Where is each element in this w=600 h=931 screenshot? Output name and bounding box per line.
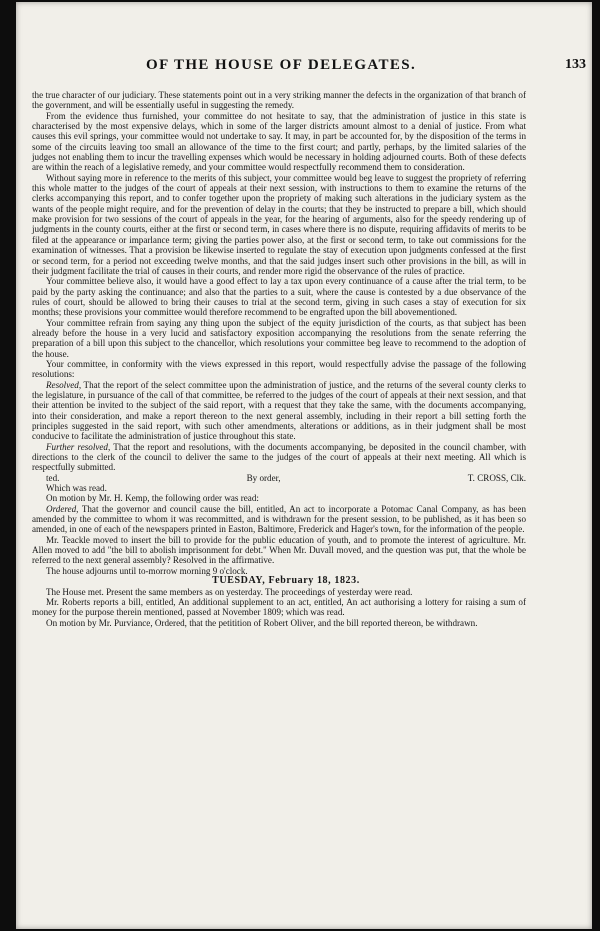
further-resolved-lead: Further resolved, bbox=[46, 441, 111, 452]
paragraph: The house adjourns until to-morrow morning 9 o'clock. bbox=[46, 565, 248, 576]
page-body bbox=[32, 90, 526, 628]
scan-border-left bbox=[0, 0, 16, 931]
signature-by-order: By order, bbox=[246, 472, 281, 483]
signature-line bbox=[32, 473, 526, 483]
resolution-text: That the report of the select committee upon the administration of justice, and the returns of the several county clerks to the legislature, in pursuance of the call of that committee, be referred to the judges of the court of appeals at their next session, and that their attention be invited to the subject of the said report, with a request that they take the same, with the documents accompanying, into their consideration, and make a report thereon to the next general assembly, including in their report a bill setting forth the principles suggested in the said report, with such other amendments, alterations or additions, as in their judgment shall be most conducive to facilitate the administration of justice throughout this state. bbox=[32, 379, 526, 442]
paragraph: Your committee believe also, it would have a good effect to lay a tax upon every continuance of a cause after the trial term, to be paid by the party asking the continuance; and also that the parties to a suit, where the cause is contested by a due observance of the rules of court, should be allowed to bring their causes to trial at the second term, giving in such cases a stay of execution for six months; these provisions your committee would therefore recommend to be engrafted upon the bill abovementioned. bbox=[32, 276, 526, 318]
order-text: That the governor and council cause the bill, entitled, An act to incorporate a Potomac Canal Company, as has been amended by the committee to whom it was recommitted, and is withdrawn for the present session, to be published, as it has been so amended, in one of each of the newspapers printed in Easton, Baltimore, Frederick and Hager's town, for the information of the people. bbox=[32, 503, 526, 535]
paragraph: From the evidence thus furnished, your committee do not hesitate to say, that the administration of justice in this state is characterised by the most expensive delays, which in some of the larger districts amount almost to a denial of justice. From what causes this evil springs, your committee would not undertake to say. It may, in part be accounted for, by the disposition of the terms in some of the circuits leaving too small an allowance of the time to the first court; and partly, perhaps, by the limited salaries of the judges not enabling them to incur the travelling expenses which would be necessary in holding adjourned courts. Both of these defects are within the reach of a legislative remedy, and your committee would respectfully recommend them to consideration. bbox=[32, 110, 526, 173]
order-paragraph bbox=[32, 504, 526, 535]
paragraph: Your committee, in conformity with the views expressed in this report, would respectfully advise the passage of the following resolutions: bbox=[32, 358, 526, 380]
date-heading: TUESDAY, February 18, 1823. bbox=[212, 575, 360, 587]
ordered-lead: Ordered, bbox=[46, 503, 79, 514]
page-number: 133 bbox=[565, 57, 586, 72]
paragraph: Your committee refrain from saying any thing upon the subject of the equity jurisdiction of the courts, as that subject has been already before the house in a very lucid and satisfactory exposition accompanying the resolutions from the senate referring the preparation of a bill upon this subject to the chancellor, which resolutions your committee beg leave to recommend to the adoption of the house. bbox=[32, 317, 526, 359]
resolved-lead: Resolved, bbox=[46, 379, 82, 390]
paragraph: Mr. Teackle moved to insert the bill to provide for the public education of youth, and to promote the interest of agriculture. Mr. Allen moved to add "the bill to abolish imprisonment for debt." When Mr. Duvall moved, and the question was put, that the whole be referred to the next general assembly? Resolved in the affirmative. bbox=[32, 534, 526, 566]
paragraph: On motion by Mr. Purviance, Ordered, that the petitition of Robert Oliver, and the bill reported thereon, be withdrawn. bbox=[46, 617, 478, 628]
resolution-paragraph bbox=[32, 380, 526, 442]
paragraph: Mr. Roberts reports a bill, entitled, An additional supplement to an act, entitled, An act authorising a lottery for raising a sum of money for the purpose therein mentioned, passed at November 1809; which was read. bbox=[32, 596, 526, 618]
running-head: OF THE HOUSE OF DELEGATES. bbox=[146, 57, 417, 73]
further-resolution-text: That the report and resolutions, with the documents accompanying, be deposited in the council chamber, with directions to the clerk of the council to deliver the same to the judges of the court of appeals at their next meeting. All which is respectfully submitted. bbox=[32, 441, 526, 473]
paragraph: The House met. Present the same members as on yesterday. The proceedings of yesterday were read. bbox=[46, 586, 413, 597]
further-resolution-paragraph bbox=[32, 442, 526, 473]
paragraph: On motion by Mr. H. Kemp, the following order was read: bbox=[46, 493, 259, 504]
paragraph: Which was read. bbox=[46, 483, 107, 494]
signature-clerk: T. CROSS, Clk. bbox=[467, 472, 526, 483]
signature-left: ted. bbox=[46, 472, 60, 483]
paragraph: Without saying more in reference to the merits of this subject, your committee would beg leave to suggest the propriety of referring this whole matter to the judges of the court of appeals at their next session, with instructions to them to examine the returns of the clerks accompanying this report, and to confer together upon the propriety of making such alterations in the judiciary system as the wants of the people might require, and for the prevention of delay in the courts; that they be instructed to prepare a bill, which should make provision for two sessions of the court of appeals in the year, for the hearing of arguments, also for the speedy rendering up of judgments in the county courts, either at the first or second term, in cases where there is no dispute, requiring affidavits of merits to be filed at the appearance or imparlance term; giving the parties power also, at the first or second term, to take out commissions for the examination of witnesses. That a provision be likewise inserted to regulate the stay of execution upon judgments confessed at the first or second term, for a period not exceeding twelve months, and that the said judges insert such other provisions in the bill, as will in their judgment facilitate the trial of causes in their courts, and render more rigid the observance of the rules of practice. bbox=[32, 172, 526, 276]
page-header bbox=[146, 57, 586, 77]
paragraph: the true character of our judiciary. These statements point out in a very striking manner the defects in the organization of that branch of the government, and will be essentially useful in suggesting the remedy. bbox=[32, 90, 526, 111]
book-page bbox=[16, 2, 592, 929]
